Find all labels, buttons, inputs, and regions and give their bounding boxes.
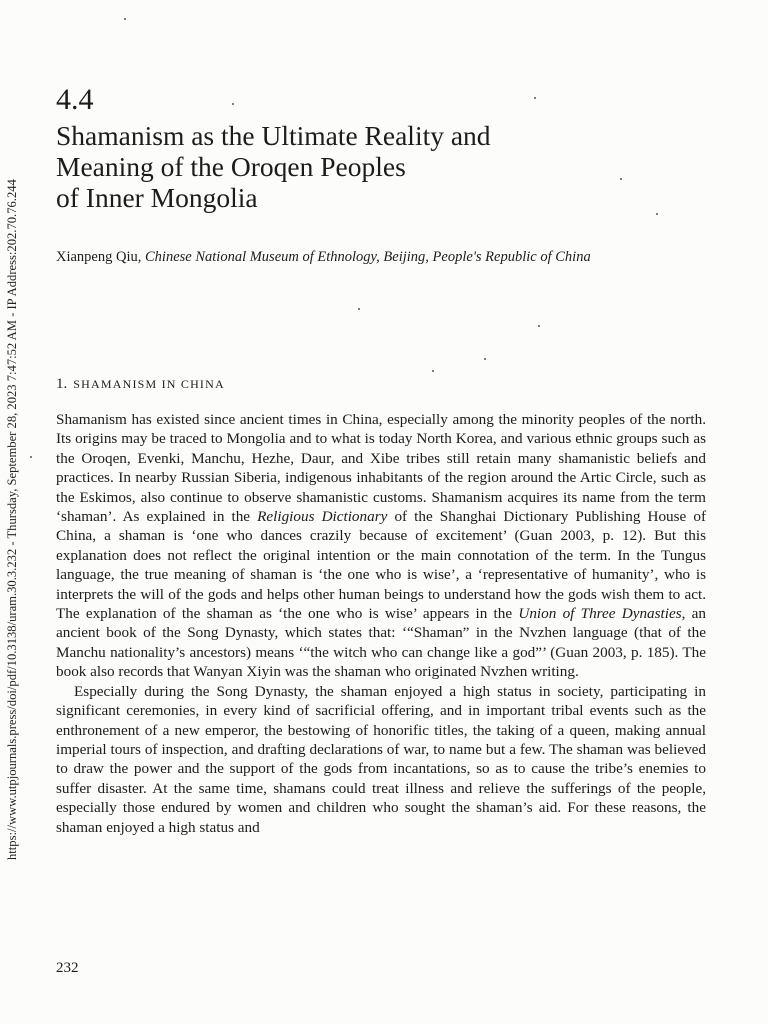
paragraph-1	[56, 410, 706, 682]
book-title-religious-dictionary: Religious Dictionary	[257, 508, 388, 526]
chapter-title	[56, 120, 676, 213]
scan-speck	[534, 97, 536, 99]
chapter-number: 4.4	[56, 83, 94, 116]
scan-speck	[656, 213, 658, 215]
scan-speck	[124, 18, 126, 20]
chapter-title-line-3: of Inner Mongolia	[56, 182, 258, 213]
section-title: SHAMANISM IN CHINA	[73, 377, 225, 391]
author-name: Xianpeng Qiu,	[56, 249, 142, 265]
chapter-title-line-1: Shamanism as the Ultimate Reality and	[56, 120, 491, 151]
chapter-title-line-2: Meaning of the Oroqen Peoples	[56, 151, 406, 182]
scan-speck	[538, 325, 540, 327]
author-affiliation: Chinese National Museum of Ethnology, Beijing, People's Republic of China	[145, 249, 591, 265]
author-byline	[56, 248, 706, 267]
scan-speck	[620, 178, 622, 180]
section-heading	[56, 376, 225, 392]
download-watermark	[0, 160, 24, 860]
paragraph-1-part-b: of the Shanghai Dictionary Publishing House of China, a shaman is ‘one who dances crazily because of excitement’ (Guan 2003, p. 12). But this explanation does not reflect the original intention or the main connotation of the term. In the Tungus language, the true meaning of shaman is ‘the one who is wise’, a ‘representative of humanity’, who is interprets the will of the gods and helps other human beings to understand how the gods wish them to act. The explanation of the shaman as ‘the one who is wise’ appears in the	[56, 508, 707, 623]
scan-speck	[484, 358, 486, 360]
scan-speck	[432, 370, 434, 372]
paragraph-1-part-a: Shamanism has existed since ancient times in China, especially among the minority peoples of the north. Its origins may be traced to Mongolia and to what is today North Korea, and various ethnic groups such as the Oroqen, Evenki, Manchu, Hezhe, Daur, and Xibe tribes still retain many shamanistic beliefs and practices. In nearby Russian Siberia, indigenous inhabitants of the region around the Artic Circle, such as the Eskimos, also continue to observe shamanistic customs. Shamanism acquires its name from the term ‘shaman’. As explained in the	[56, 411, 706, 526]
body-text	[56, 410, 706, 837]
page-number: 232	[56, 960, 79, 976]
scan-speck	[358, 308, 360, 310]
paragraph-2: Especially during the Song Dynasty, the shaman enjoyed a high status in society, participating in significant ceremonies, in every kind of sacrificial offering, and in important tribal events such as the enthronement of a new emperor, the bestowing of honorific titles, the taking of a queen, making annual imperial tours of inspection, and drafting declarations of war, to name but a few. The shaman was believed to draw the power and the support of the gods from incantations, so as to cause the tribe’s enemies to suffer disaster. At the same time, shamans could treat illness and relieve the sufferings of the people, especially those endured by women and children who sought the shaman’s aid. For these reasons, the shaman enjoyed a high status and	[56, 682, 706, 836]
scan-speck	[30, 456, 32, 458]
scan-speck	[232, 103, 234, 105]
download-watermark-text: https://www.utpjournals.press/doi/pdf/10.3138/uram.30.3.232 - Thursday, September 28, 2023 7:47:52 AM - IP Address:202.70.76.244	[5, 179, 19, 860]
section-number: 1.	[56, 376, 68, 392]
paragraph-1-part-c: , an ancient book of the Song Dynasty, which states that: ‘“Shaman” in the Nvzhen language (that of the Manchu nationality’s ancestors) means ‘“the witch who can change like a god”’ (Guan 2003, p. 185). The book also records that Wanyan Xiyin was the shaman who originated Nvzhen writing.	[56, 605, 707, 681]
book-title-union-of-three-dynasties: Union of Three Dynasties	[518, 605, 682, 623]
